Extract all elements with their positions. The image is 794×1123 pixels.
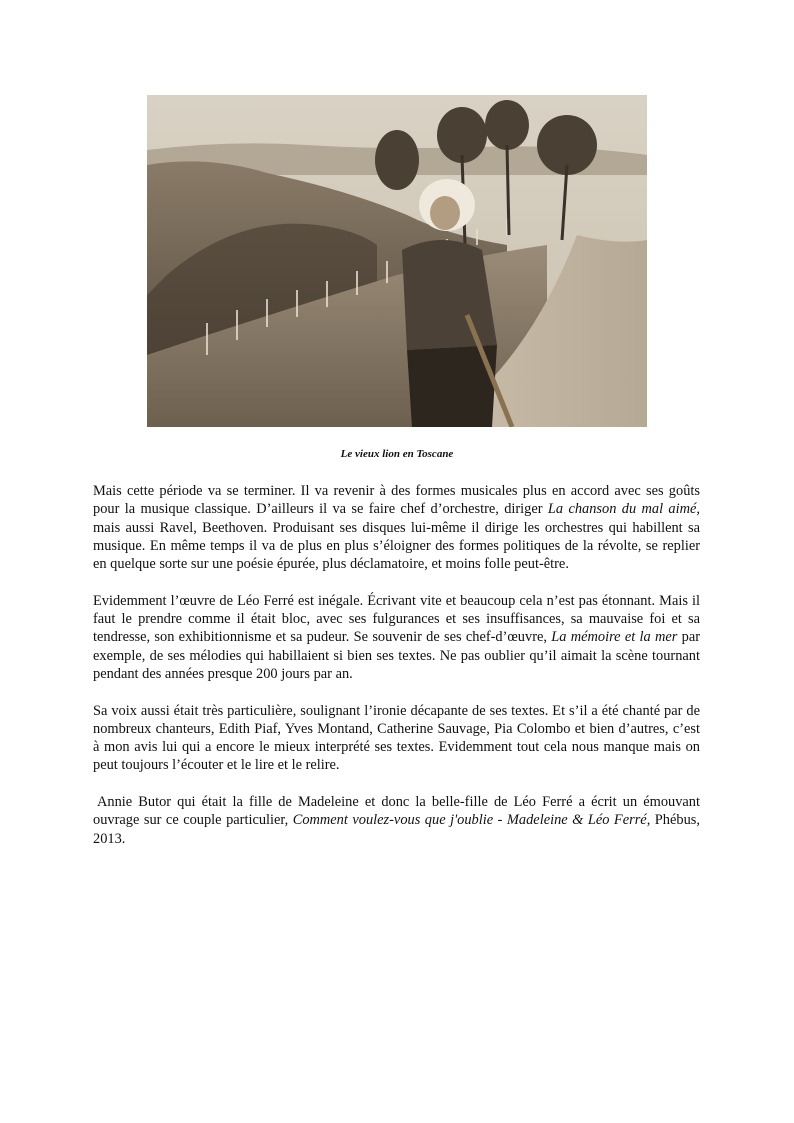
paragraph-3: Sa voix aussi était très particulière, soulignant l’ironie décapante de ses textes. Et s’il a été chanté par de nombreux chanteurs, Edith Piaf, Yves Montand, Catherine Sauvage, Pia Colombo et bien d’autres, c’est à mon avis lui qui a encore le mieux interprété ses textes. Evidemment tout cela nous manque mais on peut toujours l’écouter et le lire et le relire. — [93, 702, 700, 774]
photo-caption: Le vieux lion en Toscane — [340, 448, 454, 460]
article-body — [93, 482, 700, 866]
paragraph-1: Mais cette période va se terminer. Il va revenir à des formes musicales plus en accord avec ses goûts pour la musique classique. D’ailleurs il va se faire chef d’orchestre, diriger La chanson du mal aimé, mais aussi Ravel, Beethoven. Produisant ses disques lui-même il dirige les orchestres qui habillent sa musique. En même temps il va de plus en plus s’éloigner des formes politiques de la révolte, se replier en quelque sorte sur une poésie épurée, plus déclamatoire, et moins folle peut-être. — [93, 483, 700, 573]
paragraph-4: Annie Butor qui était la fille de Madeleine et donc la belle-fille de Léo Ferré a écrit un émouvant ouvrage sur ce couple particulier, Comment voulez-vous que j'oublie - Madeleine & Léo Ferré, Phébus, 2013. — [93, 794, 700, 847]
photograph-old-man-walking-in-tuscany-icon — [147, 95, 647, 427]
paragraph-2: Evidemment l’œuvre de Léo Ferré est inégale. Écrivant vite et beaucoup cela n’est pas étonnant. Mais il faut le prendre comme il était bloc, avec ses fulgurances et ses insuffisances, sa mauvaise foi et sa tendresse, son exhibitionnisme et sa pudeur. Se souvenir de ses chef-d’œuvre, La mémoire et la mer par exemple, de ses mélodies qui habillaient si bien ses textes. Ne pas oublier qu’il aimait la scène tournant pendant des années presque 200 jours par an. — [93, 592, 700, 682]
photograph — [147, 95, 647, 427]
